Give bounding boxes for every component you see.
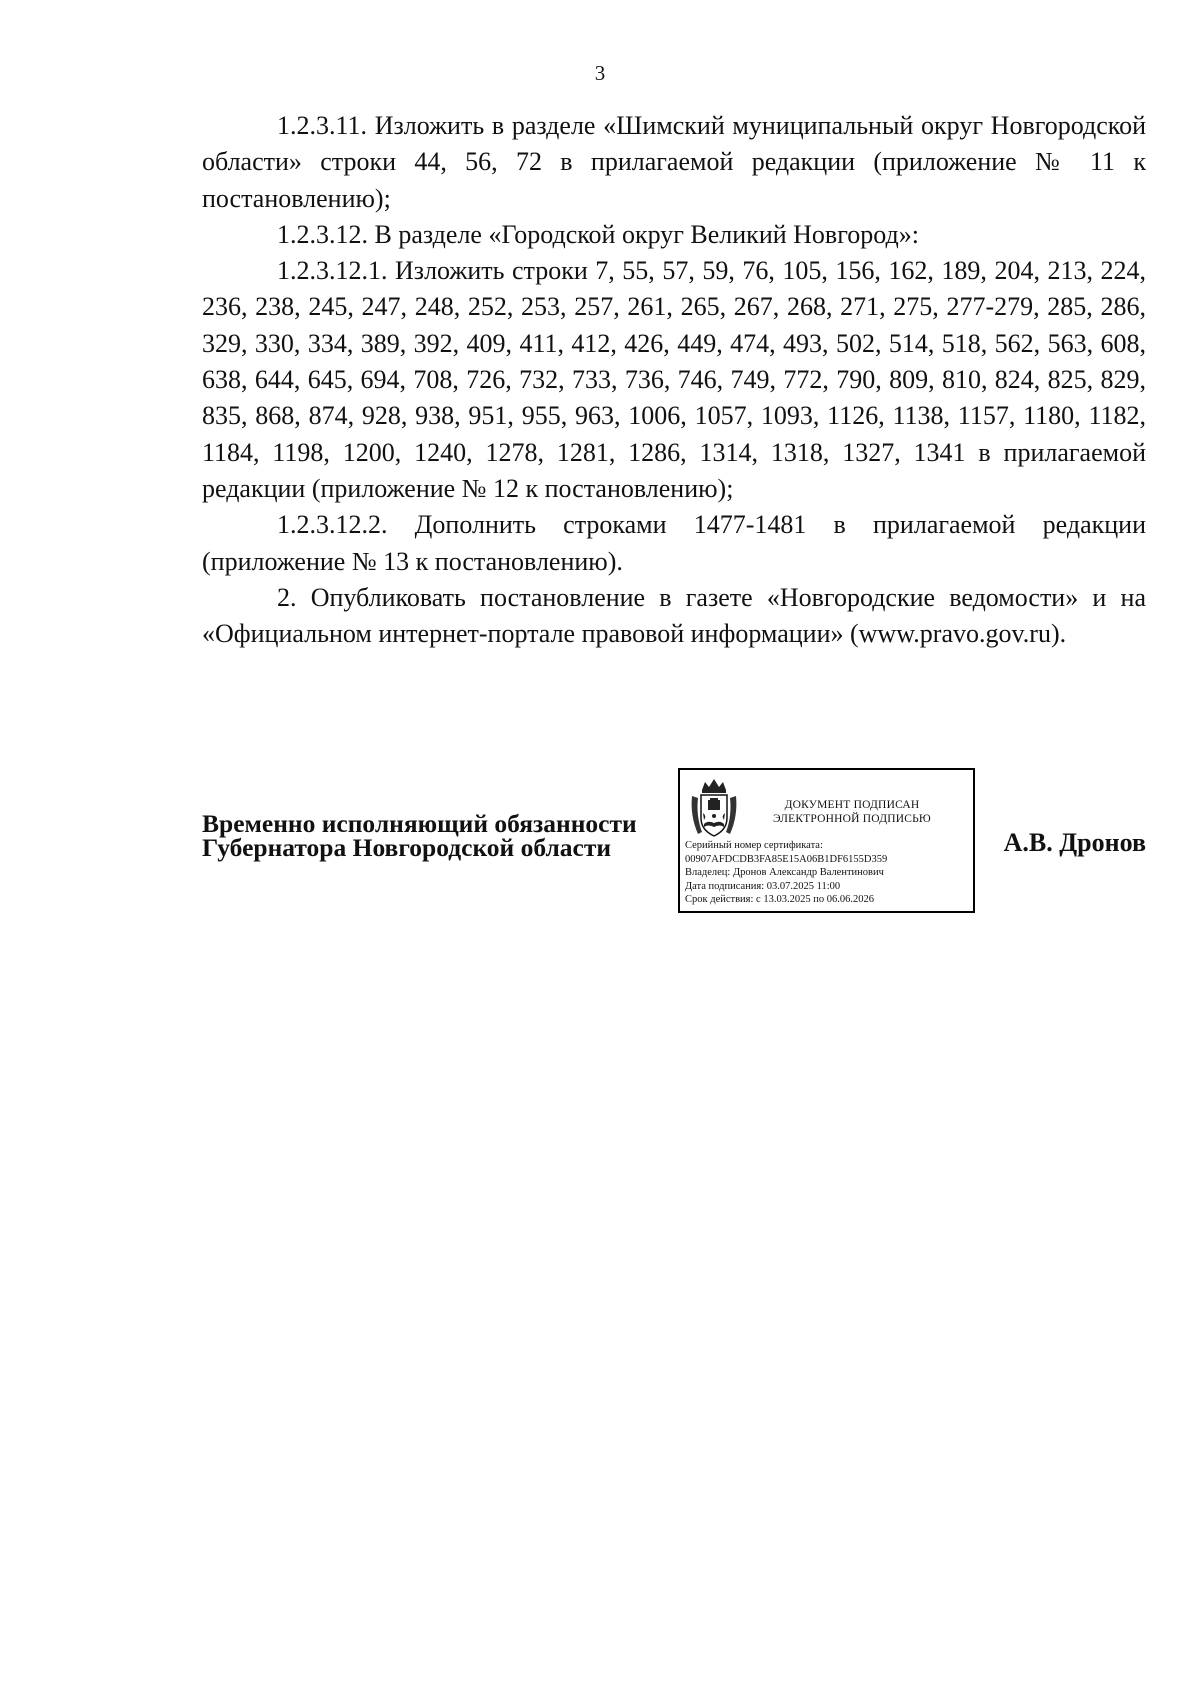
paragraph-1-2-3-11: 1.2.3.11. Изложить в разделе «Шимский муниципальный округ Новгородской области» строки 44, 56, 72 в прилагаемой редакции (приложение № 11 к постановлению); [202,111,1146,213]
paragraph-2-publication: 2. Опубликовать постановление в газете «Новгородские ведомости» и на «Официальном интернет-портале правовой информации» (www.pravo.gov.ru). [202,582,1146,649]
document-body [202,108,1146,652]
paragraph-1-2-3-12-1: 1.2.3.12.1. Изложить строки 7, 55, 57, 59, 76, 105, 156, 162, 189, 204, 213, 224, 236, 238, 245, 247, 248, 252, 253, 257, 261, 265, 267, 268, 271, 275, 277-279, 285, 286, 329, 330, 334, 389, 392, 409, 411, 412, 426, 449, 474, 493, 502, 514, 518, 562, 563, 608, 638, 644, 645, 694, 708, 726, 732, 733, 736, 746, 749, 772, 790, 809, 810, 824, 825, 829, 835, 868, 874, 928, 938, 951, 955, 963, 1006, 1057, 1093, 1126, 1138, 1157, 1180, 1182, 1184, 1198, 1200, 1240, 1278, 1281, 1286, 1314, 1318, 1327, 1341 в прилагаемой редакции (приложение № 12 к постановлению); [202,256,1146,503]
certificate-number: 00907AFDCDB3FA85E15A06B1DF6155D359 [685,853,888,865]
stamp-title-line2: ЭЛЕКТРОННОЙ ПОДПИСЬЮ [773,813,931,825]
stamp-title [742,798,962,826]
page-number: 3 [594,61,606,85]
certificate-label: Серийный номер сертификата: [685,840,823,851]
signer-position-line1: Временно исполняющий обязанности [202,809,637,838]
certificate-validity: Срок действия: с 13.03.2025 по 06.06.2026 [685,894,874,906]
signer-name: А.В. Дронов [1003,828,1146,857]
signer-position-line2: Губернатора Новгородской области [202,833,612,862]
stamp-title-line1: ДОКУМЕНТ ПОДПИСАН [784,799,920,811]
signer-position [202,809,637,862]
signature-block [202,768,1146,928]
signing-date: Дата подписания: 03.07.2025 11:00 [685,880,841,892]
paragraph-1-2-3-12: 1.2.3.12. В разделе «Городской округ Великий Новгород»: [277,219,919,249]
paragraph-1-2-3-12-2: 1.2.3.12.2. Дополнить строками 1477-1481 в прилагаемой редакции (приложение № 13 к постановлению). [202,510,1146,576]
stamp-details [685,839,887,907]
novgorod-coat-of-arms-icon [688,776,740,840]
certificate-owner: Владелец: Дронов Александр Валентинович [685,867,884,879]
electronic-signature-stamp [678,768,975,913]
